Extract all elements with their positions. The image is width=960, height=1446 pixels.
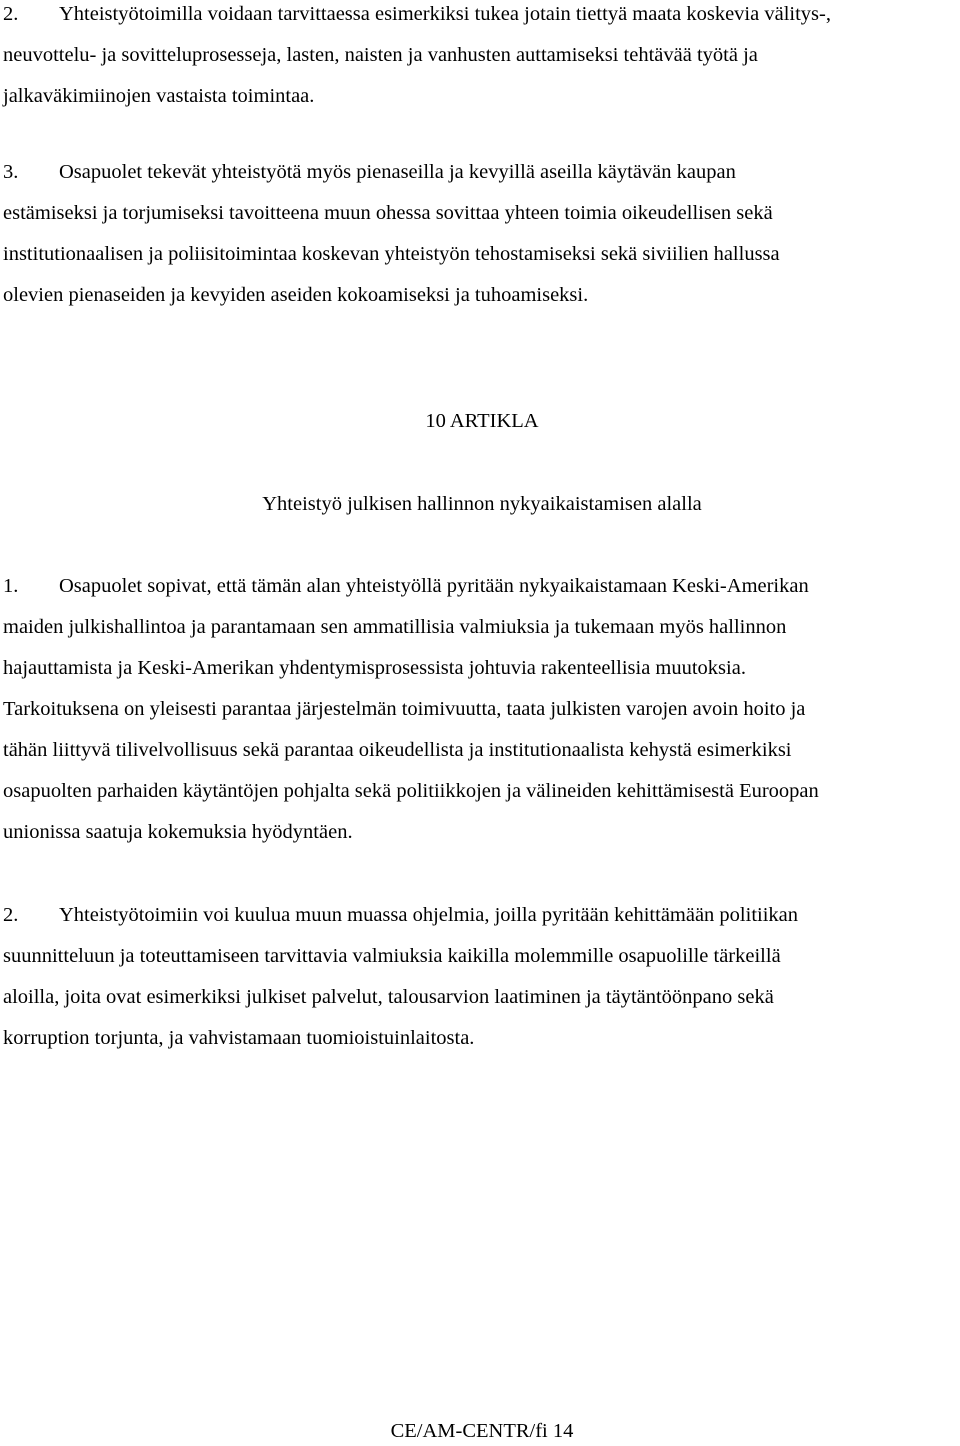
article-title: Yhteistyö julkisen hallinnon nykyaikaistamisen alalla [262, 493, 702, 515]
paragraph-text: korruption torjunta, ja vahvistamaan tuomioistuinlaitosta. [3, 1027, 475, 1049]
paragraph-text: Yhteistyötoimilla voidaan tarvittaessa esimerkiksi tukea jotain tiettyä maata koskevia välitys-, [59, 3, 831, 25]
page-footer-code: CE/AM-CENTR/fi 14 [390, 1420, 574, 1442]
paragraph-number: 3. [3, 161, 19, 183]
paragraph-3 [3, 152, 953, 316]
paragraph-line [3, 152, 953, 193]
paragraph-text: unionissa saatuja kokemuksia hyödyntäen. [3, 821, 353, 843]
paragraph-text: hajauttamista ja Keski-Amerikan yhdentymisprosessista johtuvia rakenteellisia muutoksia. [3, 657, 746, 679]
paragraph-line [3, 566, 953, 607]
article-10-paragraph-2 [3, 895, 953, 1059]
paragraph-number: 1. [3, 575, 19, 597]
paragraph-text: olevien pienaseiden ja kevyiden aseiden kokoamiseksi ja tuhoamiseksi. [3, 284, 589, 306]
paragraph-text: neuvottelu- ja sovitteluprosesseja, lasten, naisten ja vanhusten auttamiseksi tehtävää työtä ja [3, 44, 758, 66]
paragraph-text: tähän liittyvä tilivelvollisuus sekä parantaa oikeudellista ja institutionaalista kehystä esimerkiksi [3, 739, 792, 761]
paragraph-text: aloilla, joita ovat esimerkiksi julkiset palvelut, talousarvion laatiminen ja täytäntöönpano sekä [3, 986, 774, 1008]
paragraph-text: Osapuolet sopivat, että tämän alan yhteistyöllä pyritään nykyaikaistamaan Keski-Amerikan [59, 575, 809, 597]
article-heading: 10 ARTIKLA [425, 410, 539, 432]
paragraph-text: Osapuolet tekevät yhteistyötä myös pienaseilla ja kevyillä aseilla käytävän kaupan [59, 161, 736, 183]
paragraph-text: estämiseksi ja torjumiseksi tavoitteena muun ohessa sovittaa yhteen toimia oikeudellisen sekä [3, 202, 773, 224]
paragraph-text: Yhteistyötoimiin voi kuulua muun muassa ohjelmia, joilla pyritään kehittämään politiikan [59, 904, 799, 926]
paragraph-2-top [3, 0, 953, 117]
paragraph-line [3, 0, 953, 35]
paragraph-number: 2. [3, 3, 19, 25]
paragraph-text: maiden julkishallintoa ja parantamaan sen ammatillisia valmiuksia ja tukemaan myös hallinnon [3, 616, 787, 638]
article-10-paragraph-1 [3, 566, 953, 853]
paragraph-text: Tarkoituksena on yleisesti parantaa järjestelmän toimivuutta, taata julkisten varojen avoin hoito ja [3, 698, 806, 720]
paragraph-text: suunnitteluun ja toteuttamiseen tarvittavia valmiuksia kaikilla molemmille osapuolille tärkeillä [3, 945, 781, 967]
paragraph-text: osapuolten parhaiden käytäntöjen pohjalta sekä politiikkojen ja välineiden kehittämisestä Euroopan [3, 780, 819, 802]
paragraph-number: 2. [3, 904, 19, 926]
paragraph-text: jalkaväkimiinojen vastaista toimintaa. [3, 85, 315, 107]
paragraph-text: institutionaalisen ja poliisitoimintaa koskevan yhteistyön tehostamiseksi sekä siviilien hallussa [3, 243, 780, 265]
paragraph-line [3, 895, 953, 936]
